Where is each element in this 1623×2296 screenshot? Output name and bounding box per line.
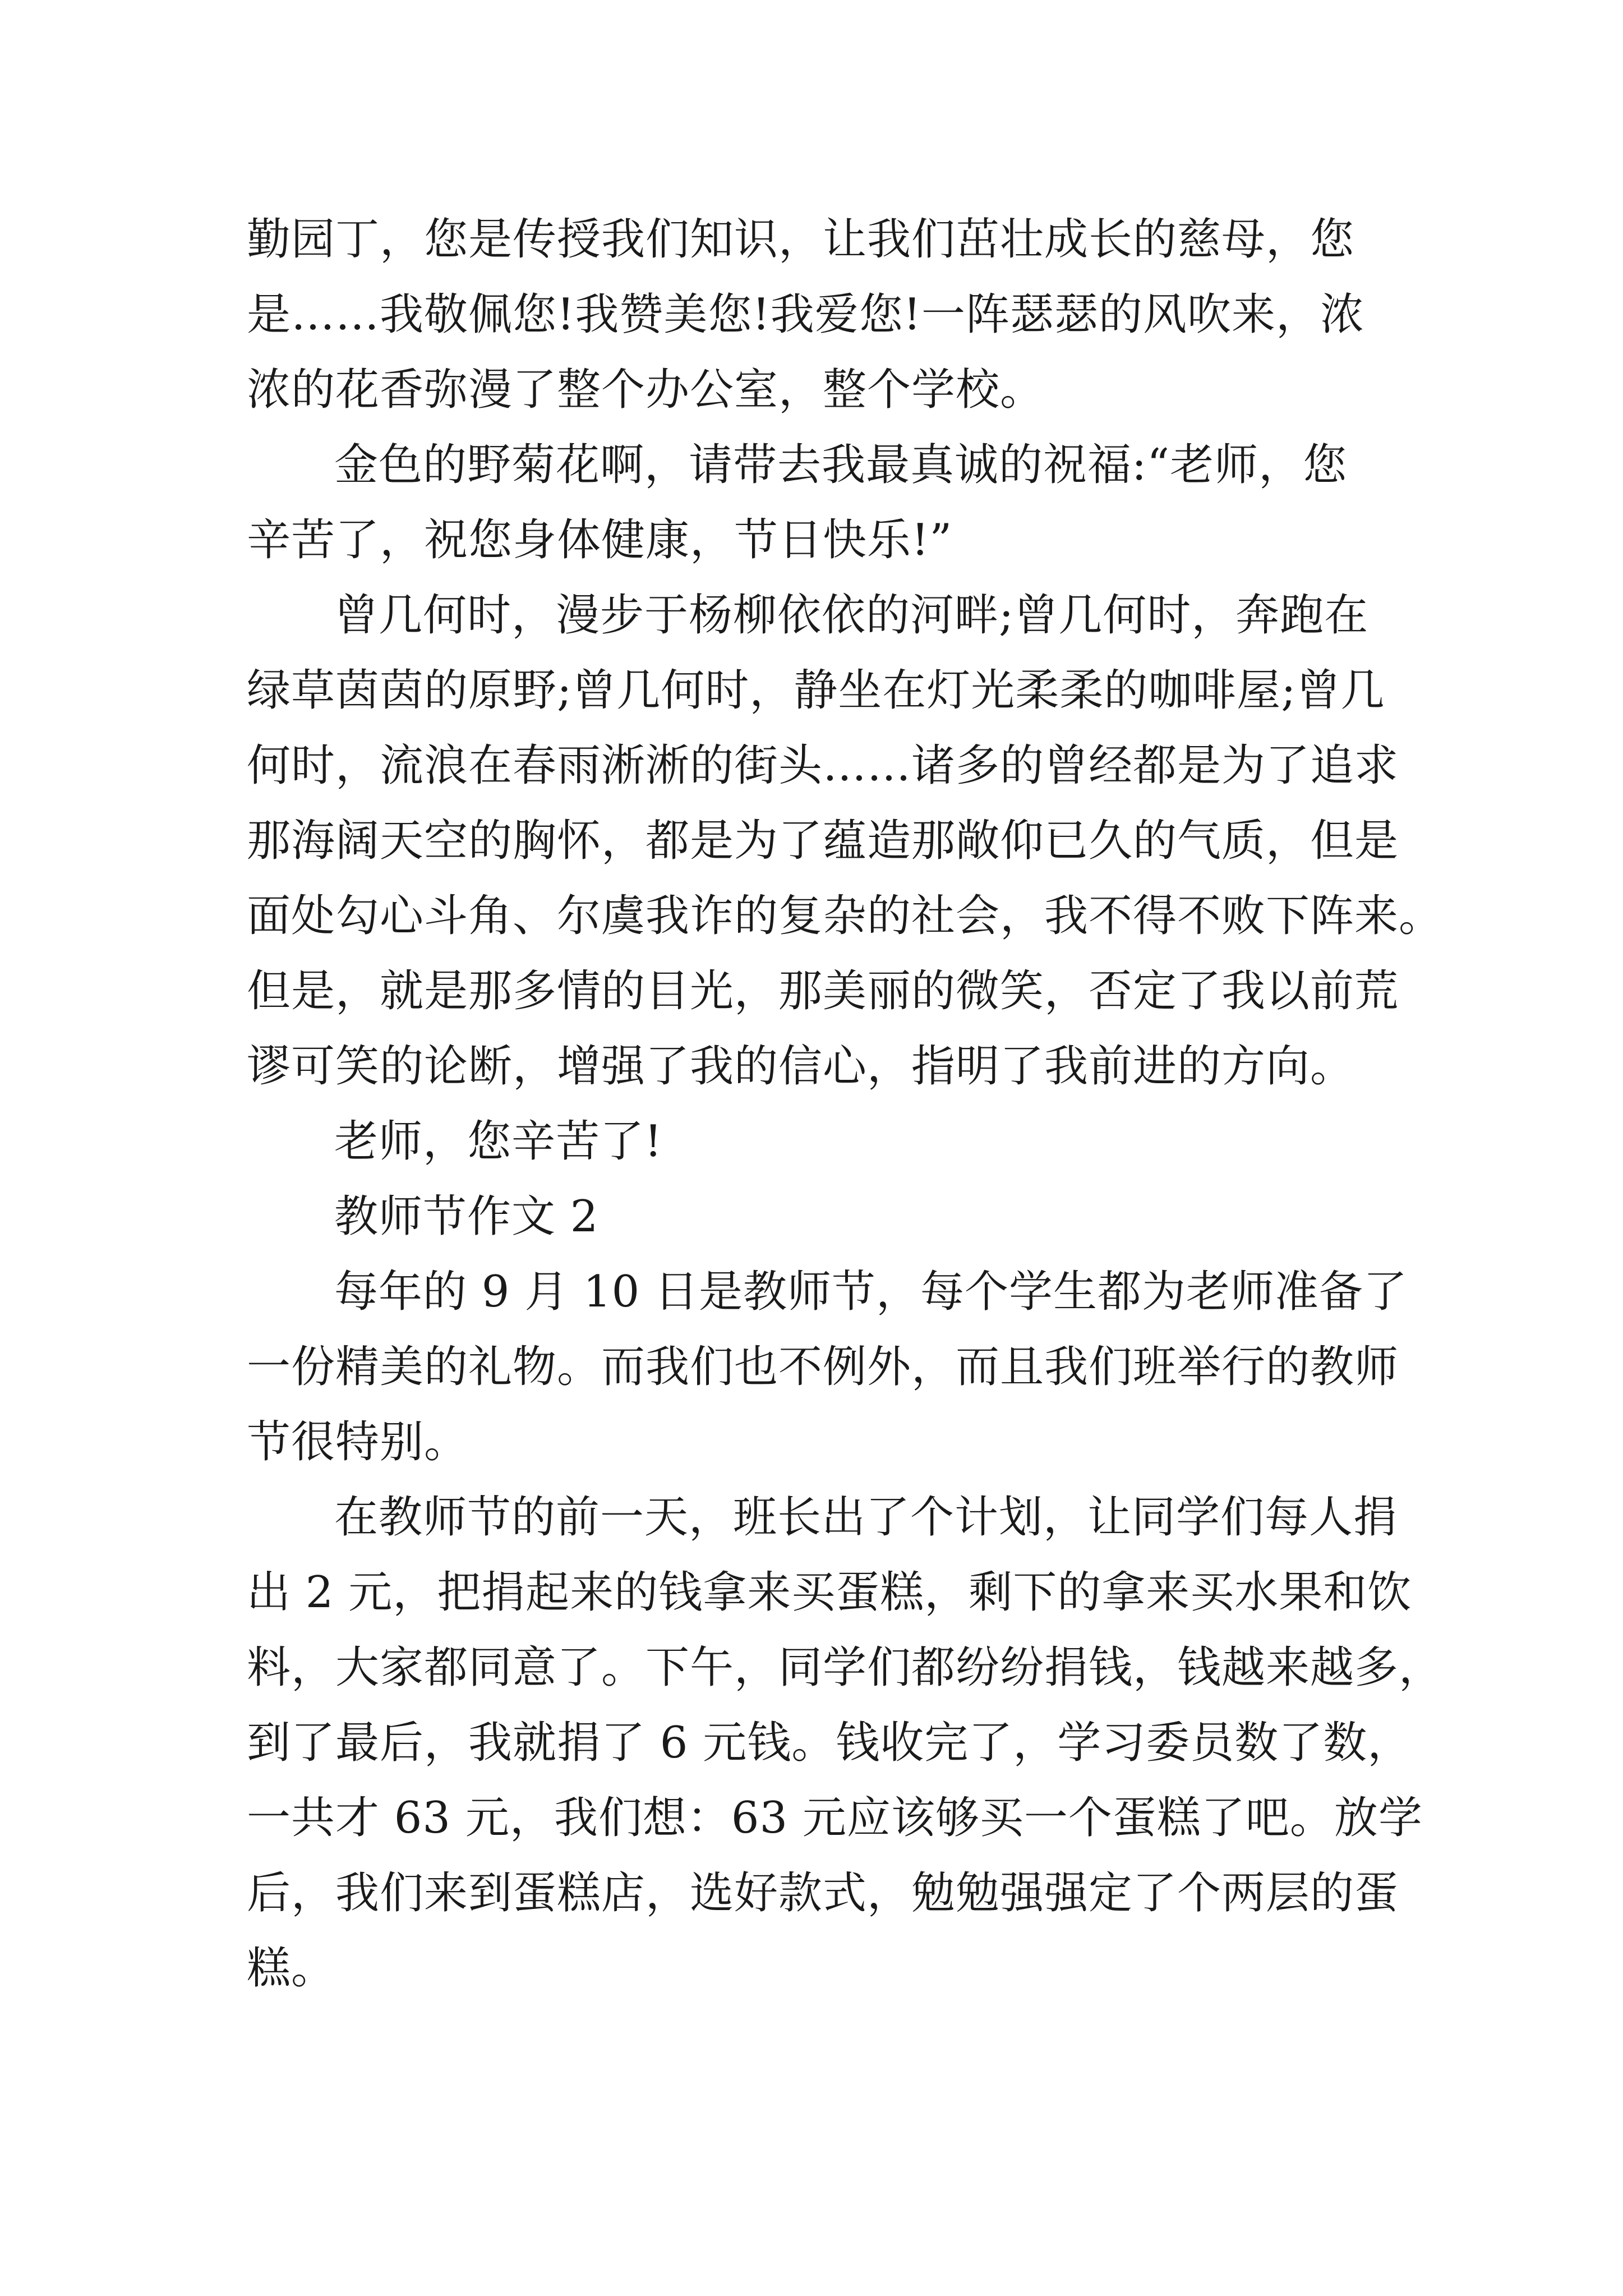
paragraph-6 [247, 1480, 1444, 2006]
text-line: 辛苦了，祝您身体健康，节日快乐!” [247, 515, 953, 565]
text-line: 后，我们来到蛋糕店，选好款式，勉勉强强定了个两层的蛋 [247, 1868, 1399, 1918]
text-line: 一份精美的礼物。而我们也不例外，而且我们班举行的教师 [247, 1342, 1399, 1392]
text-line: 浓的花香弥漫了整个办公室，整个学校。 [247, 365, 1045, 415]
document-body [247, 202, 1444, 2006]
text-line: 老师，您辛苦了! [334, 1116, 663, 1167]
text-line: 到了最后，我就捐了 6 元钱。钱收完了，学习委员数了数， [247, 1718, 1412, 1768]
heading-text: 教师节作文 2 [334, 1191, 599, 1242]
text-line: 谬可笑的论断，增强了我的信心，指明了我前进的方向。 [247, 1041, 1355, 1092]
text-line: 何时，流浪在春雨淅淅的街头……诸多的曾经都是为了追求 [247, 740, 1399, 791]
paragraph-4 [247, 1104, 1391, 1179]
section-heading [247, 1179, 1391, 1254]
text-line: 出 2 元，把捐起来的钱拿来买蛋糕，剩下的拿来买水果和饮 [247, 1567, 1412, 1618]
text-line: 是……我敬佩您!我赞美您!我爱您!一阵瑟瑟的风吹来，浓 [247, 289, 1365, 340]
paragraph-5 [247, 1254, 1408, 1480]
text-line: 在教师节的前一天，班长出了个计划，让同学们每人捐 [334, 1492, 1398, 1543]
paragraph-1 [247, 202, 1391, 427]
text-line: 面处勾心斗角、尔虞我诈的复杂的社会，我不得不败下阵来。 [247, 891, 1444, 941]
text-line: 绿草茵茵的原野;曾几何时，静坐在灯光柔柔的咖啡屋;曾几 [247, 665, 1385, 716]
paragraph-3 [247, 578, 1444, 1104]
text-line: 曾几何时，漫步于杨柳依依的河畔;曾几何时，奔跑在 [334, 590, 1369, 641]
text-line: 节很特别。 [247, 1417, 469, 1467]
text-line: 一共才 63 元，我们想：63 元应该够买一个蛋糕了吧。放学 [247, 1793, 1423, 1843]
text-line: 但是，就是那多情的目光，那美丽的微笑，否定了我以前荒 [247, 966, 1399, 1016]
text-line: 每年的 9 月 10 日是教师节，每个学生都为老师准备了 [334, 1267, 1408, 1317]
text-line: 料，大家都同意了。下午，同学们都纷纷捐钱，钱越来越多， [247, 1642, 1444, 1693]
text-line: 金色的野菊花啊，请带去我最真诚的祝福:“老师，您 [334, 440, 1348, 490]
paragraph-2 [247, 427, 1391, 578]
text-line: 那海阔天空的胸怀，都是为了蕴造那敞仰已久的气质，但是 [247, 816, 1399, 866]
text-line: 勤园丁，您是传授我们知识，让我们茁壮成长的慈母，您 [247, 214, 1355, 265]
text-line: 糕。 [247, 1943, 336, 1994]
